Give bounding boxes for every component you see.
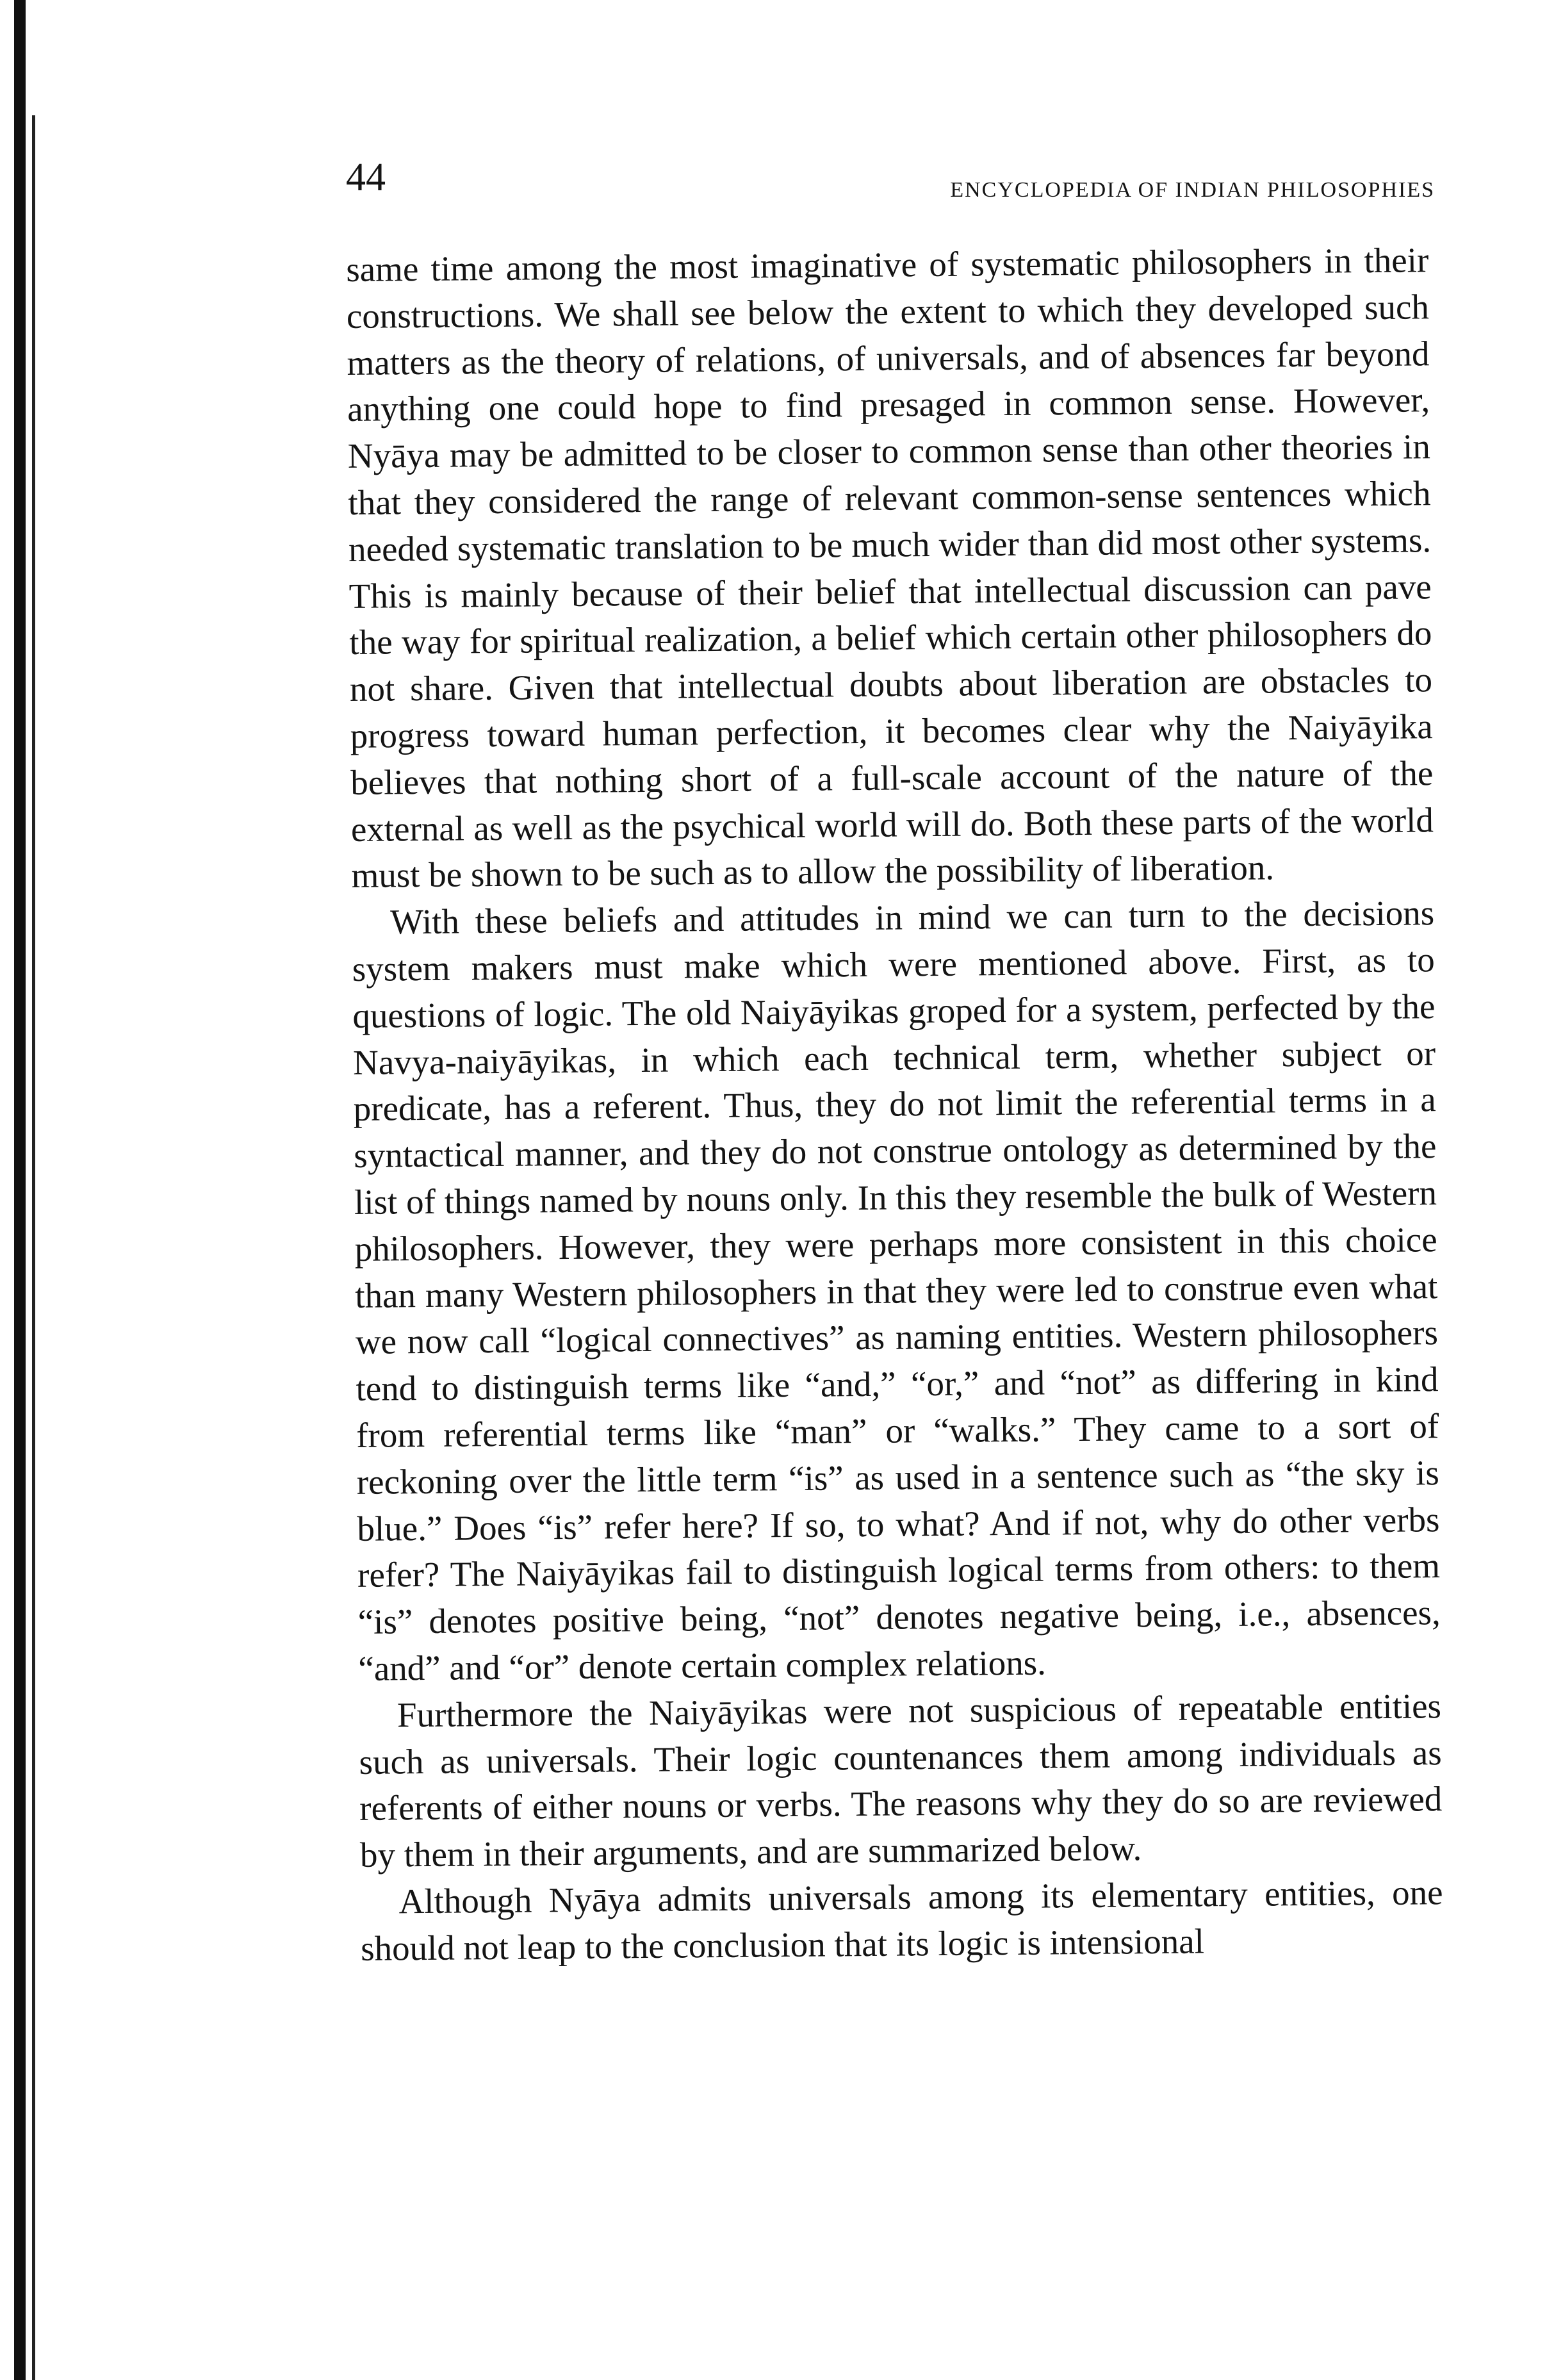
paragraph-logic-decisions: With these beliefs and attitudes in mind we can turn to the decisions system makers must make which were mentioned above. First, as to questions of logic. The old Naiyāyikas groped for a system, perfected by the Navya-naiyāyikas, in which each technical term, whether subject or predicate, has a referent. Thus, they do not limit the referential terms in a syntactical manner, and they do not construe ontology as determined by the list of things named by nouns only. In this they resemble the bulk of Western philosophers. However, they were perhaps more consistent in this choice than many Western philosophers in that they were led to construe even what we now call “logical connectives” as naming entities. Western philosophers tend to distinguish terms like “and,” “or,” and “not” as differing in kind from referential terms like “man” or “walks.” They came to a sort of reckoning over the little term “is” as used in a sentence such as “the sky is blue.” Does “is” refer here? If so, to what? And if not, why do other verbs refer? The Naiyāyikas fail to distinguish logical terms from others: to them “is” denotes positive being, “not” denotes negative being, i.e., absences, “and” and “or” denote certain complex relations. [352, 893, 1441, 1688]
body-text [346, 237, 1443, 1972]
paragraph-continuation: same time among the most imaginative of systematic philosophers in their constructions. We shall see below the extent to which they developed such matters as the theory of relations, of universals, and of absences far beyond anything one could hope to find presaged in common sense. However, Nyāya may be admitted to be closer to common sense than other theories in that they considered the range of relevant common-sense sentences which needed systematic translation to be much wider than did most other systems. This is mainly because of their belief that intellectual discussion can pave the way for spiritual realization, a belief which certain other philosophers do not share. Given that intellectual doubts about liberation are obstacles to progress toward human perfection, it becomes clear why the Naiyāyika believes that nothing short of a full-scale account of the nature of the external as well as the psychical world will do. Both these parts of the world must be shown to be such as to allow the possibility of liberation. [346, 240, 1434, 896]
paragraph-universals: Furthermore the Naiyāyikas were not suspicious of repeatable entities such as universals. Their logic countenances them among individuals as referents of either nouns or verbs. The reasons why they do so are reviewed by them in their arguments, and are summarized below. [359, 1686, 1443, 1875]
running-title: ENCYCLOPEDIA OF INDIAN PHILOSOPHIES [950, 178, 1435, 202]
running-head [346, 151, 1435, 209]
paragraph-intensional-logic: Although Nyāya admits universals among its elementary entities, one should not leap to the conclusion that its logic is intensional [360, 1873, 1443, 1968]
book-binding-edge [14, 0, 26, 2380]
book-gutter-line [32, 115, 35, 2380]
page-number: 44 [346, 156, 386, 199]
